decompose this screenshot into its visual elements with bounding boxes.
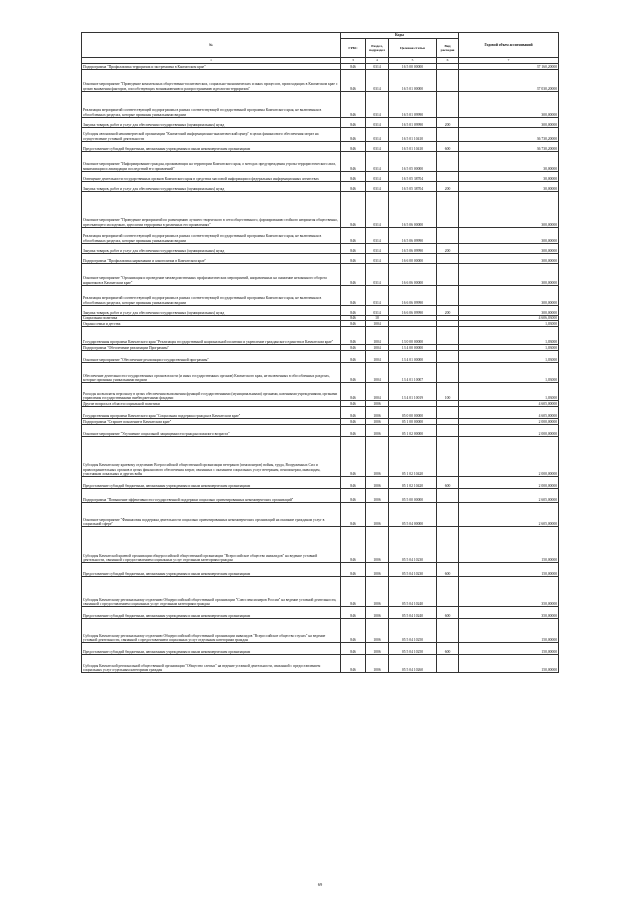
column-number: 3 <box>341 58 366 64</box>
row-expense-type-cell <box>437 70 459 92</box>
row-section-cell: 1006 <box>366 563 389 577</box>
row-expense-type-cell: 200 <box>437 118 459 128</box>
table-row <box>82 118 559 128</box>
row-sum-cell: 37 030,20000 <box>459 70 559 92</box>
row-expense-type-cell: 100 <box>437 383 459 401</box>
row-expense-type-cell <box>437 527 459 563</box>
row-section-cell: 0314 <box>366 152 389 172</box>
row-expense-type-cell <box>437 619 459 643</box>
row-name-cell: Подпрограмма "Профилактика терроризма и экстремизма в Камчатском крае" <box>82 64 341 70</box>
row-target-item-cell: 13 4 01 10007 <box>389 363 437 383</box>
row-target-item-cell: 05 1 02 00000 <box>389 425 437 437</box>
row-expense-type-cell <box>437 655 459 673</box>
table-row <box>82 527 559 563</box>
row-grbs-cell: 846 <box>341 182 366 192</box>
row-target-item-cell: 05 1 02 10420 <box>389 477 437 489</box>
row-name-cell: Расходы на выплаты персоналу в целях обеспечения выполнения функций государственными (муниципальными) органами, казенными учреждениями, органами управления государственными внебюджетными фондами <box>82 383 341 401</box>
row-name-cell: Закупка товаров, работ и услуг для обеспечения государственных (муниципальных) нужд <box>82 306 341 316</box>
row-grbs-cell: 846 <box>341 327 366 345</box>
table-row <box>82 172 559 182</box>
row-grbs-cell: 846 <box>341 345 366 351</box>
row-grbs-cell: 846 <box>341 419 366 425</box>
row-section-cell: 1006 <box>366 607 389 619</box>
row-name-cell: Закупка товаров, работ и услуг для обеспечения государственных (муниципальных) нужд <box>82 118 341 128</box>
row-target-item-cell: 16 5 05 00000 <box>389 152 437 172</box>
row-name-cell: Другие вопросы в области социальной политики <box>82 401 341 407</box>
row-section-cell: 0314 <box>366 306 389 316</box>
row-expense-type-cell <box>437 172 459 182</box>
row-grbs-cell: 846 <box>341 142 366 152</box>
column-header-grbs: ГРБС <box>341 39 366 58</box>
row-grbs-cell: 846 <box>341 425 366 437</box>
row-grbs-cell: 846 <box>341 503 366 527</box>
row-sum-cell: 300,00000 <box>459 244 559 254</box>
row-section-cell: 1006 <box>366 577 389 607</box>
row-target-item-cell: 05 5 04 00000 <box>389 503 437 527</box>
row-target-item-cell: 16 5 05 38704 <box>389 182 437 192</box>
row-sum-cell: 30,00000 <box>459 172 559 182</box>
row-grbs-cell: 846 <box>341 527 366 563</box>
row-name-cell: Подпрограмма "Профилактика наркомании и алкоголизма в Камчатском крае" <box>82 254 341 264</box>
table-row <box>82 264 559 286</box>
row-grbs-cell: 846 <box>341 351 366 363</box>
row-section-cell: 0314 <box>366 172 389 182</box>
row-target-item-cell: 05 1 00 00000 <box>389 419 437 425</box>
row-expense-type-cell: 600 <box>437 607 459 619</box>
row-grbs-cell: 846 <box>341 607 366 619</box>
row-grbs-cell: 846 <box>341 321 366 327</box>
row-section-cell: 1004 <box>366 345 389 351</box>
row-grbs-cell: 846 <box>341 264 366 286</box>
column-header-target-item: Целевая статья <box>389 39 437 58</box>
column-header-section: Раздел, подраздел <box>366 39 389 58</box>
column-header-name: № <box>82 33 341 58</box>
row-target-item-cell: 16 5 01 09990 <box>389 92 437 118</box>
row-grbs-cell: 846 <box>341 477 366 489</box>
row-expense-type-cell <box>437 503 459 527</box>
table-row <box>82 383 559 401</box>
row-grbs-cell: 846 <box>341 655 366 673</box>
row-section-cell: 1004 <box>366 383 389 401</box>
column-number: 6 <box>437 58 459 64</box>
row-name-cell: Подпрограмма "Обеспечение реализации Программы" <box>82 345 341 351</box>
row-sum-cell: 1,03000 <box>459 327 559 345</box>
row-expense-type-cell <box>437 425 459 437</box>
row-sum-cell: 150,00000 <box>459 619 559 643</box>
row-section-cell: 1006 <box>366 527 389 563</box>
row-target-item-cell: 05 5 04 10250 <box>389 619 437 643</box>
row-section-cell: 0314 <box>366 228 389 244</box>
row-target-item-cell: 16 6 00 00000 <box>389 254 437 264</box>
row-sum-cell: 2 000,00000 <box>459 477 559 489</box>
table-row <box>82 152 559 172</box>
row-sum-cell: 350,00000 <box>459 577 559 607</box>
row-expense-type-cell <box>437 407 459 419</box>
row-sum-cell: 150,00000 <box>459 527 559 563</box>
row-target-item-cell: 16 6 06 09990 <box>389 306 437 316</box>
column-header-expense-type: Вид расходов <box>437 39 459 58</box>
row-sum-cell: 300,00000 <box>459 286 559 306</box>
row-sum-cell: 37 160,20000 <box>459 64 559 70</box>
row-target-item-cell: 16 5 06 09990 <box>389 244 437 254</box>
row-target-item-cell: 05 5 04 10240 <box>389 577 437 607</box>
table-row <box>82 563 559 577</box>
row-name-cell: Закупка товаров, работ и услуг для обеспечения государственных (муниципальных) нужд <box>82 244 341 254</box>
row-target-item-cell: 16 5 01 10410 <box>389 142 437 152</box>
column-number: 7 <box>459 58 559 64</box>
row-name-cell: Субсидия автономной некоммерческой организации "Камчатский информационно-аналитический центр" в целях финансового обеспечения затрат на осуществление уставной деятельности <box>82 128 341 142</box>
row-sum-cell: 2 000,00000 <box>459 437 559 477</box>
row-section-cell: 10 <box>366 316 389 321</box>
row-sum-cell: 1,03000 <box>459 383 559 401</box>
row-expense-type-cell: 600 <box>437 142 459 152</box>
row-expense-type-cell <box>437 264 459 286</box>
row-expense-type-cell <box>437 577 459 607</box>
row-sum-cell: 300,00000 <box>459 306 559 316</box>
row-sum-cell: 150,00000 <box>459 655 559 673</box>
table-row <box>82 607 559 619</box>
column-number: 4 <box>366 58 389 64</box>
row-name-cell: Основное мероприятие "Финансовая поддержка деятельности социально ориентированных некоммерческих организаций на оказание гражданам услуг в социальной сфере" <box>82 503 341 527</box>
row-name-cell: Обеспечение деятельности государственных органов власти (и иных государственных органов) Камчатского края, не включенных в обособленных разделах, которые признаны уникальными видами <box>82 363 341 383</box>
row-name-cell: Предоставление субсидий бюджетным, автономным учреждениям и иным некоммерческим организациям <box>82 643 341 655</box>
row-grbs-cell: 846 <box>341 363 366 383</box>
row-expense-type-cell <box>437 92 459 118</box>
row-expense-type-cell <box>437 286 459 306</box>
row-expense-type-cell <box>437 327 459 345</box>
row-target-item-cell: 05 5 04 10230 <box>389 563 437 577</box>
row-grbs-cell: 846 <box>341 192 366 228</box>
row-grbs-cell: 846 <box>341 128 366 142</box>
row-sum-cell: 36 730,20000 <box>459 128 559 142</box>
row-sum-cell: 300,00000 <box>459 264 559 286</box>
table-row <box>82 577 559 607</box>
row-section-cell: 0314 <box>366 128 389 142</box>
row-expense-type-cell <box>437 128 459 142</box>
row-expense-type-cell <box>437 351 459 363</box>
column-number: 1 <box>82 58 341 64</box>
row-expense-type-cell: 600 <box>437 477 459 489</box>
row-sum-cell: 1,03000 <box>459 321 559 327</box>
row-target-item-cell: 16 6 06 00000 <box>389 264 437 286</box>
table-row <box>82 477 559 489</box>
row-grbs-cell: 846 <box>341 619 366 643</box>
row-target-item-cell: 16 5 01 00000 <box>389 70 437 92</box>
row-section-cell: 1006 <box>366 477 389 489</box>
row-grbs-cell: 846 <box>341 306 366 316</box>
table-row <box>82 306 559 316</box>
row-name-cell: Предоставление субсидий бюджетным, автономным учреждениям и иным некоммерческим организациям <box>82 607 341 619</box>
table-row <box>82 92 559 118</box>
row-grbs-cell: 846 <box>341 228 366 244</box>
row-name-cell: Охрана семьи и детства <box>82 321 341 327</box>
row-section-cell: 1004 <box>366 363 389 383</box>
row-section-cell: 1004 <box>366 327 389 345</box>
row-target-item-cell: 16 5 01 10410 <box>389 128 437 142</box>
row-sum-cell: 300,00000 <box>459 118 559 128</box>
table-row <box>82 619 559 643</box>
table-row <box>82 655 559 673</box>
table-row <box>82 286 559 306</box>
row-section-cell: 0314 <box>366 244 389 254</box>
row-section-cell: 1006 <box>366 401 389 407</box>
row-grbs-cell: 846 <box>341 92 366 118</box>
row-grbs-cell: 846 <box>341 401 366 407</box>
row-expense-type-cell <box>437 363 459 383</box>
row-expense-type-cell <box>437 437 459 477</box>
row-name-cell: Субсидия Камчатскому краевому отделению Всероссийской общественной организации ветеранов (пенсионеров) войны, труда, Вооруженных Сил и правоохранительных органов в целях финансового обеспечения затрат, связанных с оказанием социальных услуг ветеранам, пенсионерам, инвалидам, участникам локальных и других войн <box>82 437 341 477</box>
table-row <box>82 128 559 142</box>
row-expense-type-cell <box>437 254 459 264</box>
row-name-cell: Социальная политика <box>82 316 341 321</box>
row-grbs-cell: 846 <box>341 254 366 264</box>
row-target-item-cell: 05 0 00 00000 <box>389 407 437 419</box>
row-name-cell: Основное мероприятие "Информирование граждан, проживающих на территории Камчатского края, о методах предупреждения угрозы террористического акта, минимизации и ликвидации последствий его проявлений" <box>82 152 341 172</box>
row-expense-type-cell <box>437 489 459 503</box>
row-expense-type-cell: 600 <box>437 563 459 577</box>
row-sum-cell: 300,00000 <box>459 92 559 118</box>
row-expense-type-cell <box>437 228 459 244</box>
table-row <box>82 407 559 419</box>
row-name-cell: Субсидия Камчатскому региональному отделению Общероссийской общественной организации инвалидов "Всероссийское общество глухих" на ведение уставной деятельности, связанной с предоставлением социальных услуг отдельным категориям граждан <box>82 619 341 643</box>
row-sum-cell: 1,03000 <box>459 345 559 351</box>
table-row <box>82 228 559 244</box>
row-sum-cell: 1,03000 <box>459 351 559 363</box>
row-grbs-cell: 846 <box>341 172 366 182</box>
row-sum-cell: 30,00000 <box>459 182 559 192</box>
row-sum-cell: 2 605,00000 <box>459 489 559 503</box>
table-row <box>82 192 559 228</box>
row-grbs-cell: 846 <box>341 407 366 419</box>
row-name-cell: Реализация мероприятий соответствующей подпрограммы в рамках соответствующей государственной программы Камчатского края, не включенная в обособленных разделах, которые признаны уникальными видами <box>82 228 341 244</box>
table-header <box>82 33 559 58</box>
row-section-cell: 0314 <box>366 182 389 192</box>
row-sum-cell: 150,00000 <box>459 563 559 577</box>
page-number: 69 <box>317 882 323 887</box>
table-row <box>82 244 559 254</box>
row-expense-type-cell: 600 <box>437 643 459 655</box>
row-section-cell: 1006 <box>366 425 389 437</box>
row-sum-cell: 36 730,20000 <box>459 142 559 152</box>
row-grbs-cell: 846 <box>341 643 366 655</box>
row-grbs-cell: 846 <box>341 244 366 254</box>
row-name-cell: Подпрограмма "Старшее поколение в Камчатском крае" <box>82 419 341 425</box>
row-expense-type-cell: 200 <box>437 306 459 316</box>
row-grbs-cell: 846 <box>341 286 366 306</box>
row-name-cell: Освещение деятельности государственных органов Камчатского края в средствах массовой информации и федеральных информационных агентствах <box>82 172 341 182</box>
row-target-item-cell: 16 5 06 00000 <box>389 192 437 228</box>
row-target-item-cell: 13 0 00 00000 <box>389 327 437 345</box>
row-grbs-cell: 846 <box>341 70 366 92</box>
row-name-cell: Основное мероприятие "Организация и проведение межведомственных профилактических мероприятий, направленных на снижение незаконного оборота наркотиков в Камчатском крае" <box>82 264 341 286</box>
row-section-cell: 0314 <box>366 64 389 70</box>
table-row <box>82 142 559 152</box>
row-name-cell: Государственная программа Камчатского края "Реализация государственной национальной политики и укрепление гражданского единства в Камчатском крае" <box>82 327 341 345</box>
row-target-item-cell: 16 5 06 09990 <box>389 228 437 244</box>
table-row <box>82 327 559 345</box>
table-row <box>82 503 559 527</box>
column-header-sum: Годовой объем ассигнований <box>459 33 559 58</box>
row-target-item-cell: 16 5 01 09990 <box>389 118 437 128</box>
row-sum-cell: 150,00000 <box>459 643 559 655</box>
row-expense-type-cell: 200 <box>437 182 459 192</box>
row-target-item-cell: 05 5 00 00000 <box>389 489 437 503</box>
table-row <box>82 437 559 477</box>
row-target-item-cell: 05 5 04 10250 <box>389 643 437 655</box>
table-row <box>82 351 559 363</box>
row-section-cell: 1006 <box>366 489 389 503</box>
row-grbs-cell: 846 <box>341 316 366 321</box>
row-target-item-cell: 16 5 00 00000 <box>389 64 437 70</box>
row-name-cell: Государственная программа Камчатского края "Социальная поддержка граждан в Камчатском крае" <box>82 407 341 419</box>
table-row <box>82 70 559 92</box>
row-expense-type-cell: 200 <box>437 244 459 254</box>
row-target-item-cell: 05 5 04 10240 <box>389 607 437 619</box>
table-row <box>82 643 559 655</box>
column-number: 5 <box>389 58 437 64</box>
row-section-cell: 0314 <box>366 264 389 286</box>
row-section-cell: 1006 <box>366 643 389 655</box>
row-sum-cell: 2 000,00000 <box>459 419 559 425</box>
row-name-cell: Предоставление субсидий бюджетным, автономным учреждениям и иным некоммерческим организациям <box>82 563 341 577</box>
row-expense-type-cell <box>437 152 459 172</box>
table-row <box>82 489 559 503</box>
row-target-item-cell: 16 6 06 09990 <box>389 286 437 306</box>
row-target-item-cell: 13 4 01 00000 <box>389 351 437 363</box>
row-section-cell: 1004 <box>366 321 389 327</box>
row-name-cell: Субсидия Камчатской краевой организации общероссийской общественной организации "Всероссийское общество инвалидов" на ведение уставной деятельности, связанной с предоставлением социальных услуг отдельным категориям граждан <box>82 527 341 563</box>
table-row <box>82 363 559 383</box>
row-target-item-cell: 13 4 01 10019 <box>389 383 437 401</box>
row-section-cell: 1006 <box>366 503 389 527</box>
row-target-item-cell: 05 5 04 10230 <box>389 527 437 563</box>
row-section-cell: 0314 <box>366 70 389 92</box>
row-name-cell: Основное мероприятие "Проведение мероприятий по размещению лучшего творческого в сети общественного, формированию стойкого неприятия общественно, пресекающего молодежью, идеологии терроризма в различных его проявлениях" <box>82 192 341 228</box>
row-target-item-cell: 16 5 05 38704 <box>389 172 437 182</box>
row-sum-cell: 300,00000 <box>459 254 559 264</box>
row-name-cell: Реализация мероприятий соответствующей подпрограммы в рамках соответствующей государственной программы Камчатского края, не включенная в обособленных разделах, которые признаны уникальными видами <box>82 286 341 306</box>
row-sum-cell: 300,00000 <box>459 228 559 244</box>
table-body <box>82 58 559 673</box>
row-grbs-cell: 846 <box>341 437 366 477</box>
row-name-cell: Закупка товаров, работ и услуг для обеспечения государственных (муниципальных) нужд <box>82 182 341 192</box>
row-section-cell: 1006 <box>366 437 389 477</box>
row-sum-cell: 350,00000 <box>459 607 559 619</box>
row-section-cell: 1006 <box>366 407 389 419</box>
row-grbs-cell: 846 <box>341 383 366 401</box>
row-name-cell: Предоставление субсидий бюджетным, автономным учреждениям и иным некоммерческим организациям <box>82 142 341 152</box>
row-sum-cell: 2 000,00000 <box>459 425 559 437</box>
column-header-codes: Коды <box>341 33 459 39</box>
row-name-cell: Основное мероприятие "Улучшение социальной защищенности граждан пожилого возраста" <box>82 425 341 437</box>
row-sum-cell: 4 605,00000 <box>459 407 559 419</box>
row-section-cell: 1006 <box>366 655 389 673</box>
row-name-cell: Реализация мероприятий соответствующей подпрограммы в рамках соответствующей государственной программы Камчатского края, не включенная в обособленных разделах, которые признаны уникальными видами <box>82 92 341 118</box>
row-name-cell: Субсидия Камчатской региональной общественной организации "Общество слепых" на ведение уставной деятельности, связанной с предоставлением социальных услуг отдельным категориям граждан <box>82 655 341 673</box>
row-sum-cell: 2 605,00000 <box>459 503 559 527</box>
row-grbs-cell: 846 <box>341 577 366 607</box>
row-grbs-cell: 846 <box>341 489 366 503</box>
row-section-cell: 1004 <box>366 351 389 363</box>
row-grbs-cell: 846 <box>341 563 366 577</box>
row-section-cell: 1006 <box>366 419 389 425</box>
budget-allocation-table <box>81 32 559 673</box>
row-section-cell: 0314 <box>366 192 389 228</box>
row-grbs-cell: 846 <box>341 64 366 70</box>
row-sum-cell: 1,03000 <box>459 363 559 383</box>
row-name-cell: Основное мероприятие "Обеспечение реализации государственной программы" <box>82 351 341 363</box>
row-target-item-cell: 05 1 02 10420 <box>389 437 437 477</box>
row-target-item-cell: 13 4 00 00000 <box>389 345 437 351</box>
row-name-cell: Подпрограмма "Повышение эффективности государственной поддержки социально ориентированных некоммерческих организаций" <box>82 489 341 503</box>
row-expense-type-cell <box>437 192 459 228</box>
row-sum-cell: 4 605,00000 <box>459 401 559 407</box>
row-section-cell: 0314 <box>366 254 389 264</box>
row-sum-cell: 4 606,03000 <box>459 316 559 321</box>
row-name-cell: Субсидия Камчатскому региональному отделению Общероссийской общественной организации "Союз пенсионеров России" на ведение уставной деятельности, связанной с предоставлением социальных услуг отдельным категориям граждан <box>82 577 341 607</box>
row-sum-cell: 30,00000 <box>459 152 559 172</box>
table-row <box>82 254 559 264</box>
row-section-cell: 1006 <box>366 619 389 643</box>
row-grbs-cell: 846 <box>341 118 366 128</box>
row-grbs-cell: 846 <box>341 152 366 172</box>
table-row <box>82 425 559 437</box>
row-section-cell: 0314 <box>366 142 389 152</box>
row-section-cell: 0314 <box>366 118 389 128</box>
row-section-cell: 0314 <box>366 92 389 118</box>
row-section-cell: 0314 <box>366 286 389 306</box>
row-name-cell: Предоставление субсидий бюджетным, автономным учреждениям и иным некоммерческим организациям <box>82 477 341 489</box>
row-target-item-cell: 05 5 04 10260 <box>389 655 437 673</box>
table-row <box>82 182 559 192</box>
row-sum-cell: 300,00000 <box>459 192 559 228</box>
row-name-cell: Основное мероприятие "Проведение комплексных общественно-политических, социально-экономических и иных процессов, происходящих в Камчатском крае с целью выявления факторов, способствующих возникновению и распространению идеологии терроризма" <box>82 70 341 92</box>
